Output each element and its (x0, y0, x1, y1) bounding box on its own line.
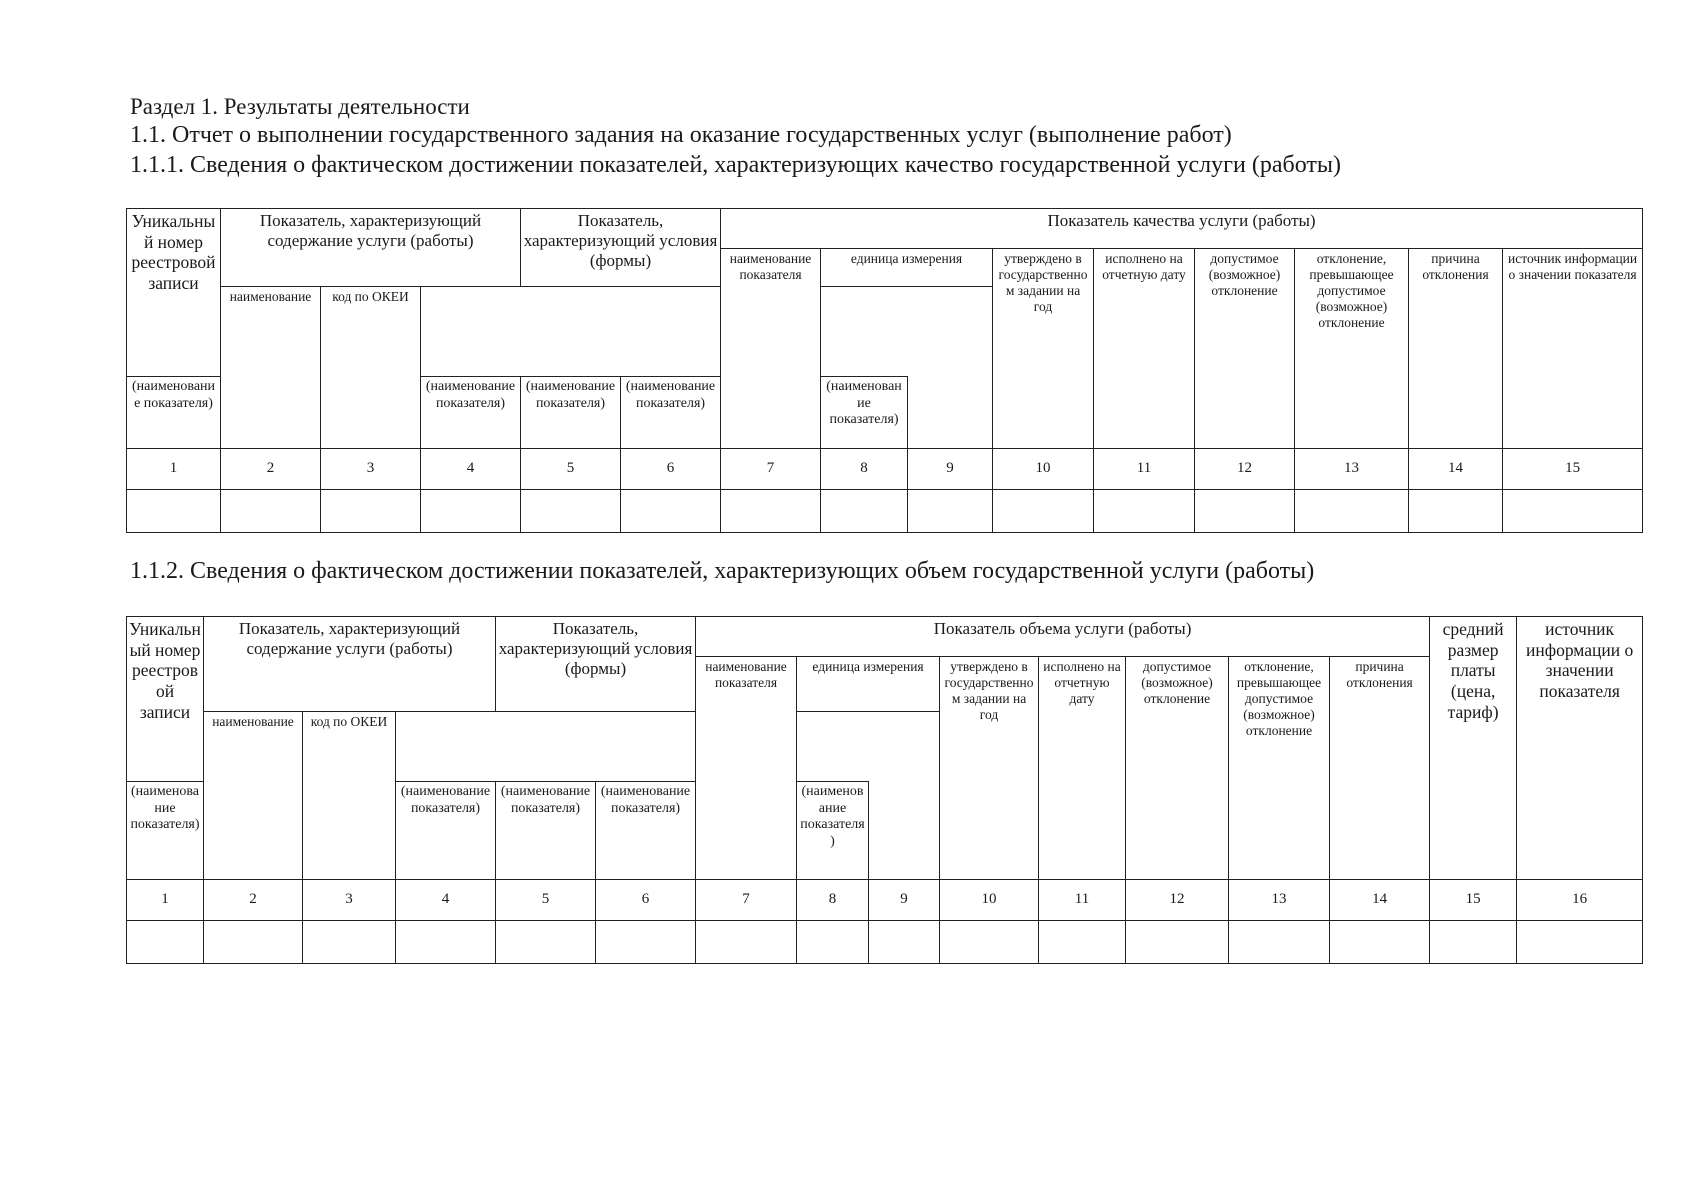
column-number: 15 (1430, 880, 1517, 921)
data-cell[interactable] (496, 921, 596, 964)
column-number: 6 (621, 449, 721, 490)
excess-deviation-header: отклонение, превышающее допустимое (возможное) отклонение (1295, 249, 1409, 449)
column-number: 9 (869, 880, 940, 921)
column-number: 8 (797, 880, 869, 921)
column-number: 8 (821, 449, 908, 490)
source-header: источник информации о значении показателя (1517, 617, 1643, 880)
indicator-name-header: наименование показателя (721, 249, 821, 449)
column-number: 4 (421, 449, 521, 490)
sub-indicator-name: (наименование показателя) (797, 782, 869, 880)
data-cell[interactable] (1195, 490, 1295, 533)
data-row (127, 921, 1643, 964)
column-numbers-row (127, 449, 1643, 490)
column-number: 12 (1195, 449, 1295, 490)
data-cell[interactable] (596, 921, 696, 964)
executed-header: исполнено на отчетную дату (1039, 657, 1126, 880)
conditions-indicator-header: Показатель, характеризующий условия (формы) (496, 617, 696, 712)
conditions-indicator-header: Показатель, характеризующий условия (формы) (521, 209, 721, 287)
data-cell[interactable] (1094, 490, 1195, 533)
data-cell[interactable] (1039, 921, 1126, 964)
allowed-deviation-header: допустимое (возможное) отклонение (1195, 249, 1295, 449)
sub-indicator-name: (наименование показателя) (596, 782, 696, 880)
data-cell[interactable] (521, 490, 621, 533)
data-row (127, 490, 1643, 533)
volume-indicators-table (126, 616, 1643, 964)
column-number: 10 (993, 449, 1094, 490)
column-number: 7 (721, 449, 821, 490)
data-cell[interactable] (127, 490, 221, 533)
column-number: 5 (496, 880, 596, 921)
column-number: 1 (127, 880, 204, 921)
quality-indicators-table (126, 208, 1643, 533)
column-number: 14 (1330, 880, 1430, 921)
data-cell[interactable] (821, 490, 908, 533)
unit-header: единица измерения (821, 249, 993, 287)
reason-header: причина отклонения (1330, 657, 1430, 880)
data-cell[interactable] (1409, 490, 1503, 533)
column-number: 11 (1094, 449, 1195, 490)
unit-header: единица измерения (797, 657, 940, 712)
column-number: 5 (521, 449, 621, 490)
approved-header: утверждено в государственном задании на год (993, 249, 1094, 449)
data-cell[interactable] (396, 921, 496, 964)
data-cell[interactable] (1229, 921, 1330, 964)
column-number: 13 (1295, 449, 1409, 490)
column-number: 9 (908, 449, 993, 490)
column-number: 1 (127, 449, 221, 490)
column-number: 3 (321, 449, 421, 490)
column-number: 4 (396, 880, 496, 921)
data-cell[interactable] (993, 490, 1094, 533)
data-cell[interactable] (204, 921, 303, 964)
data-cell[interactable] (421, 490, 521, 533)
sub-indicator-name: (наименование показателя) (521, 377, 621, 449)
column-number: 2 (204, 880, 303, 921)
content-indicator-header: Показатель, характеризующий содержание услуги (работы) (204, 617, 496, 712)
sub-indicator-name: (наименование показателя) (621, 377, 721, 449)
sub-indicator-name: (наименование показателя) (821, 377, 908, 449)
sub-indicator-name: (наименование показателя) (127, 377, 221, 449)
quality-subsection-title: 1.1.1. Сведения о фактическом достижении показателей, характеризующих качество государственной услуги (работы) (130, 152, 1341, 178)
allowed-deviation-header: допустимое (возможное) отклонение (1126, 657, 1229, 880)
data-cell[interactable] (127, 921, 204, 964)
data-cell[interactable] (1126, 921, 1229, 964)
reason-header: причина отклонения (1409, 249, 1503, 449)
data-cell[interactable] (1517, 921, 1643, 964)
column-number: 10 (940, 880, 1039, 921)
excess-deviation-header: отклонение, превышающее допустимое (возможное) отклонение (1229, 657, 1330, 880)
data-cell[interactable] (1330, 921, 1430, 964)
column-numbers-row (127, 880, 1643, 921)
data-cell[interactable] (908, 490, 993, 533)
sub-indicator-name: (наименование показателя) (396, 782, 496, 880)
unique-number-header: Уникальный номер реестровой записи (127, 617, 204, 782)
source-header: источник информации о значении показателя (1503, 249, 1643, 449)
data-cell[interactable] (1430, 921, 1517, 964)
data-cell[interactable] (321, 490, 421, 533)
data-cell[interactable] (221, 490, 321, 533)
indicator-name-header: наименование показателя (696, 657, 797, 880)
data-cell[interactable] (1503, 490, 1643, 533)
data-cell[interactable] (797, 921, 869, 964)
okei-code-header: код по ОКЕИ (321, 287, 421, 449)
column-number: 3 (303, 880, 396, 921)
column-number: 13 (1229, 880, 1330, 921)
unique-number-header: Уникальный номер реестровой записи (127, 209, 221, 377)
column-number: 15 (1503, 449, 1643, 490)
okei-code-header: код по ОКЕИ (303, 712, 396, 880)
data-cell[interactable] (869, 921, 940, 964)
sub-indicator-name: (наименование показателя) (421, 377, 521, 449)
column-number: 11 (1039, 880, 1126, 921)
volume-subsection-title: 1.1.2. Сведения о фактическом достижении показателей, характеризующих объем государственной услуги (работы) (130, 558, 1315, 584)
data-cell[interactable] (1295, 490, 1409, 533)
column-number: 2 (221, 449, 321, 490)
unit-name-header: наименование (221, 287, 321, 449)
avg-fee-header: средний размер платы (цена, тариф) (1430, 617, 1517, 880)
quality-group-header: Показатель качества услуги (работы) (721, 209, 1643, 249)
column-number: 6 (596, 880, 696, 921)
unit-name-header: наименование (204, 712, 303, 880)
data-cell[interactable] (303, 921, 396, 964)
data-cell[interactable] (940, 921, 1039, 964)
content-indicator-header: Показатель, характеризующий содержание услуги (работы) (221, 209, 521, 287)
column-number: 16 (1517, 880, 1643, 921)
approved-header: утверждено в государственном задании на год (940, 657, 1039, 880)
volume-group-header: Показатель объема услуги (работы) (696, 617, 1430, 657)
sub-indicator-name: (наименование показателя) (496, 782, 596, 880)
sub-indicator-name: (наименование показателя) (127, 782, 204, 880)
report-title: 1.1. Отчет о выполнении государственного задания на оказание государственных услуг (выполнение работ) (130, 122, 1232, 148)
data-cell[interactable] (696, 921, 797, 964)
column-number: 14 (1409, 449, 1503, 490)
section-title: Раздел 1. Результаты деятельности (130, 94, 470, 119)
data-cell[interactable] (621, 490, 721, 533)
executed-header: исполнено на отчетную дату (1094, 249, 1195, 449)
column-number: 7 (696, 880, 797, 921)
column-number: 12 (1126, 880, 1229, 921)
data-cell[interactable] (721, 490, 821, 533)
